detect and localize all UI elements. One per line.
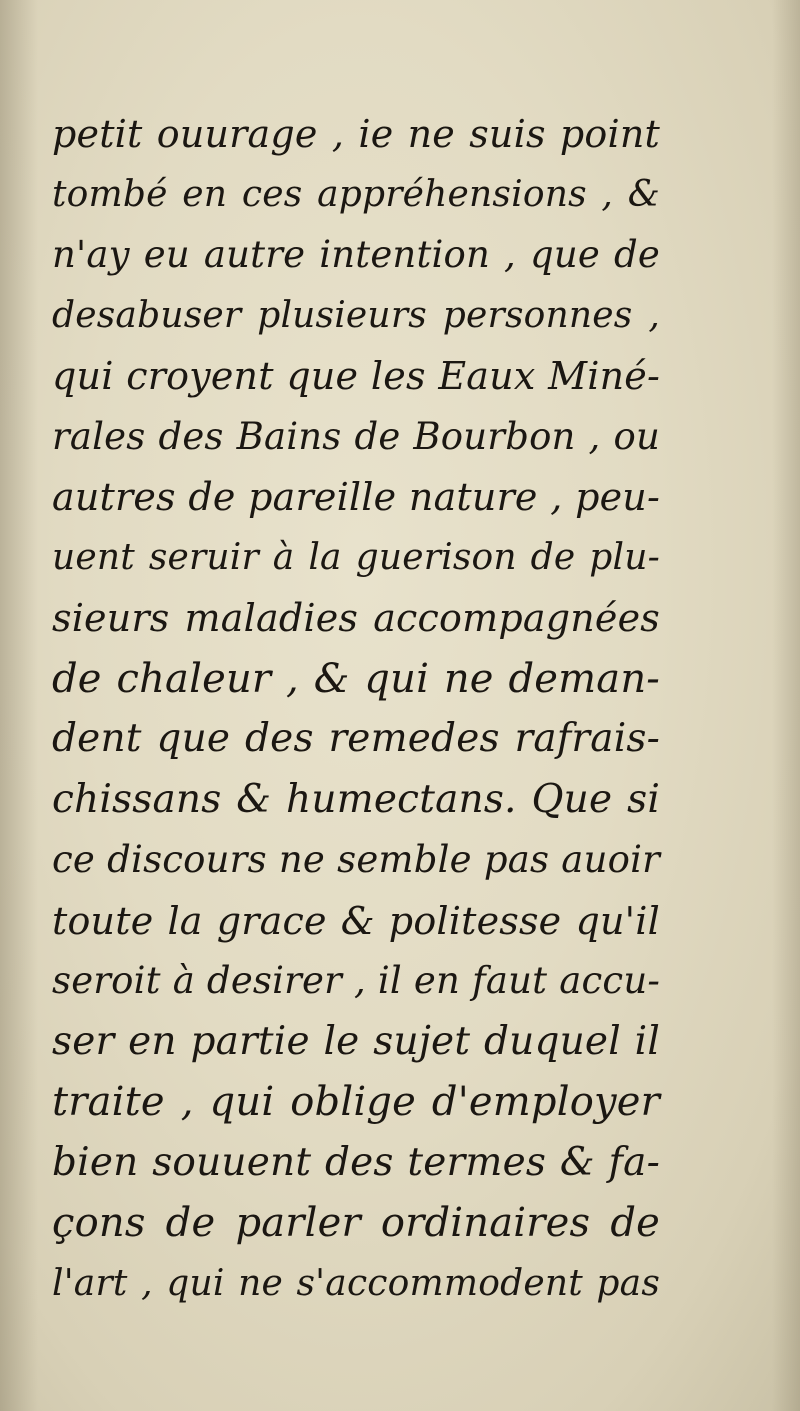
text-line: sieurs maladies accompagnées <box>52 596 660 640</box>
text-line: çons de parler ordinaires de <box>52 1200 660 1246</box>
text-line: l'art , qui ne s'accommodent pas <box>52 1262 660 1304</box>
text-line: petit ouurage , ie ne suis point <box>52 112 660 156</box>
text-line: qui croyent que les Eaux Miné- <box>52 354 660 398</box>
text-line: ce discours ne semble pas auoir <box>52 838 660 881</box>
text-line: desabuser plusieurs personnes , <box>52 294 660 336</box>
text-line: de chaleur , & qui ne deman- <box>52 655 660 702</box>
text-line: traite , qui oblige d'employer <box>52 1079 660 1125</box>
text-line: seroit à desirer , il en faut accu- <box>52 959 661 1002</box>
text-line: toute la grace & politesse qu'il <box>52 898 660 943</box>
text-line: tombé en ces appréhensions , & <box>52 173 660 215</box>
text-line: ser en partie le sujet duquel il <box>52 1018 660 1064</box>
text-line: rales des Bains de Bourbon , ou <box>52 414 660 458</box>
text-line: chissans & humectans. Que si <box>52 776 660 822</box>
text-line: autres de pareille nature , peu- <box>52 475 660 519</box>
text-line: uent seruir à la guerison de plu- <box>52 536 660 578</box>
body-text <box>52 104 660 1314</box>
text-line: dent que des remedes rafrais- <box>52 716 660 761</box>
text-line: n'ay eu autre intention , que de <box>52 233 660 276</box>
text-line: bien souuent des termes & fa- <box>52 1139 660 1185</box>
